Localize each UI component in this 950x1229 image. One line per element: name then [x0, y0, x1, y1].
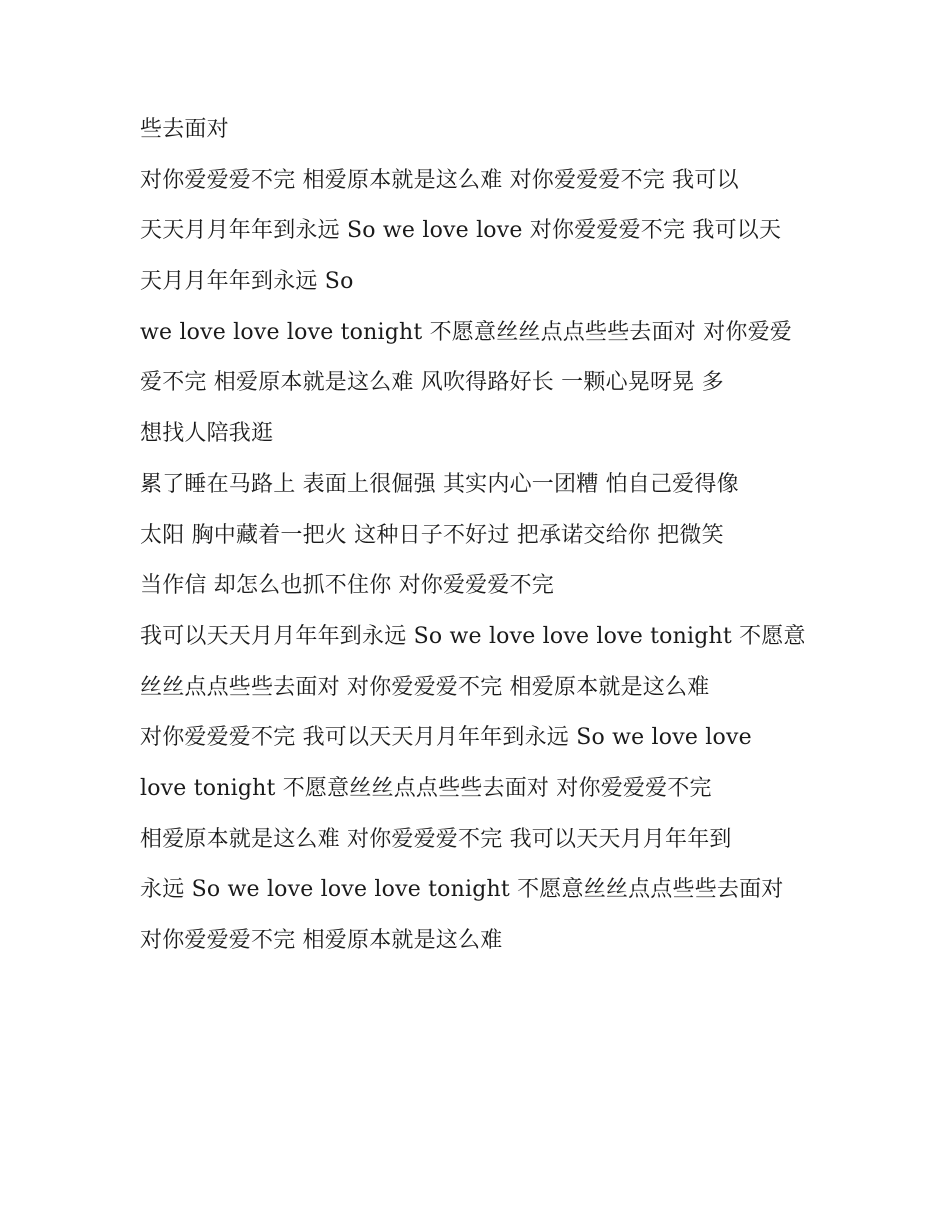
- text-line: 爱不完 相爱原本就是这么难 风吹得路好长 一颗心晃呀晃 多: [140, 370, 724, 396]
- text-line: 累了睡在马路上 表面上很倔强 其实内心一团糟 怕自己爱得像: [140, 471, 739, 497]
- text-line: we love love love tonight 不愿意丝丝点点些些去面对 对你爱爱: [140, 319, 792, 345]
- text-line: 丝丝点点些些去面对 对你爱爱爱不完 相爱原本就是这么难: [140, 674, 710, 700]
- text-line: 天天月月年年到永远 So we love love 对你爱爱爱不完 我可以天: [140, 218, 782, 244]
- text-line: 永远 So we love love love tonight 不愿意丝丝点点些些去面对: [140, 877, 784, 903]
- text-line: love tonight 不愿意丝丝点点些些去面对 对你爱爱爱不完: [140, 775, 712, 801]
- text-line: 些去面对: [140, 117, 229, 142]
- text-line: 相爱原本就是这么难 对你爱爱爱不完 我可以天天月月年年到: [140, 826, 732, 852]
- text-line: 天月月年年到永远 So: [140, 269, 354, 295]
- text-line: 当作信 却怎么也抓不住你 对你爱爱爱不完: [140, 573, 554, 599]
- text-line: 对你爱爱爱不完 我可以天天月月年年到永远 So we love love: [140, 725, 752, 751]
- text-line: 我可以天天月月年年到永远 So we love love love tonight 不愿意: [140, 623, 806, 649]
- text-line: 对你爱爱爱不完 相爱原本就是这么难 对你爱爱爱不完 我可以: [140, 167, 739, 193]
- text-line: 对你爱爱爱不完 相爱原本就是这么难: [140, 928, 503, 953]
- text-line: 太阳 胸中藏着一把火 这种日子不好过 把承诺交给你 把微笑: [140, 522, 724, 548]
- text-line: 想找人陪我逛: [140, 421, 274, 447]
- lyrics-text-block: [140, 108, 840, 970]
